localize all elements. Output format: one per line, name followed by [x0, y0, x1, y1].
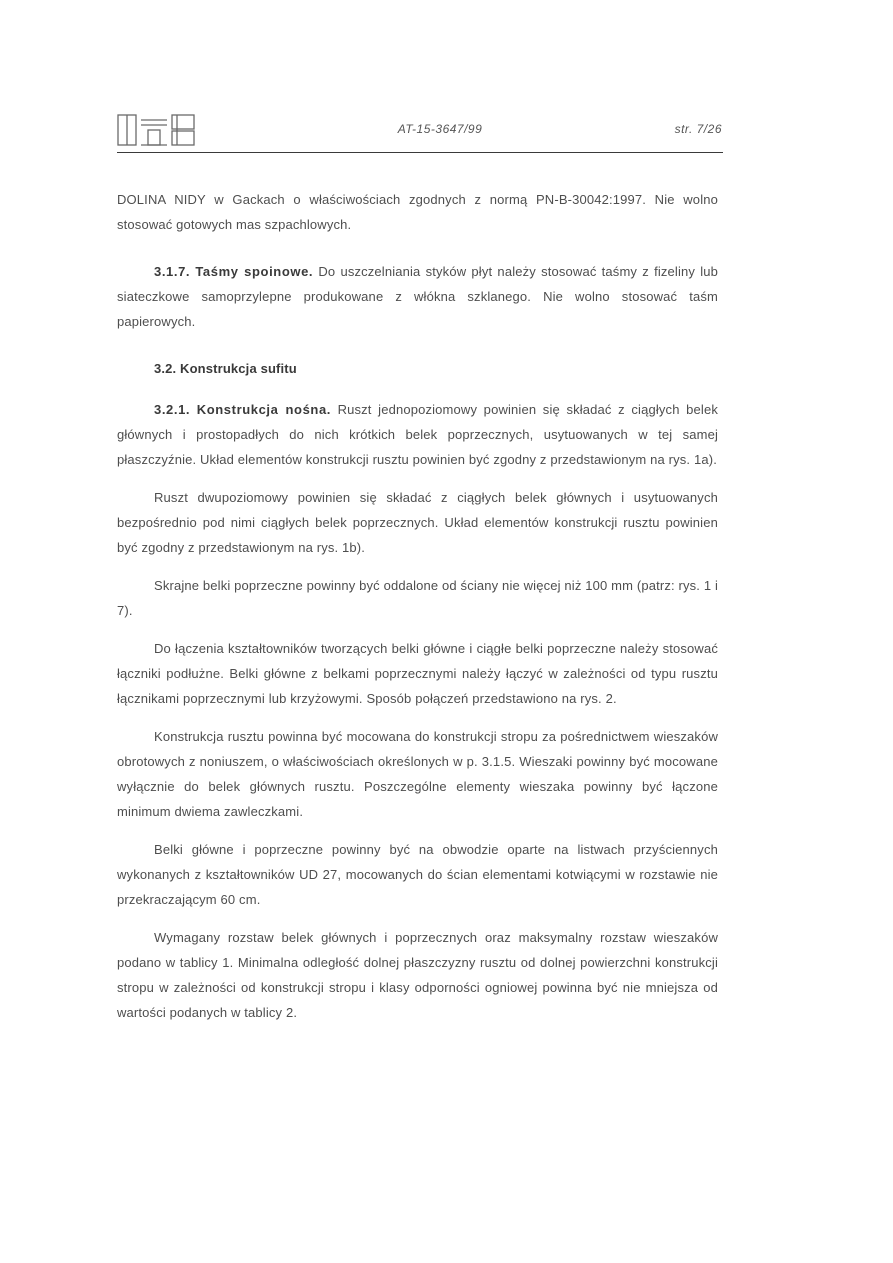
section-3-1-7-text: Do uszczelniania styków płyt należy stosować taśmy z fizeliny lub siateczkowe samoprzylepne produkowane z włókna szklanego. Nie wolno stosować taśm papierowych. [117, 264, 719, 329]
page-number: str. 7/26 [674, 122, 722, 136]
section-3-2-heading: 3.2. Konstrukcja sufitu [154, 361, 297, 376]
section-3-2-1-title: Konstrukcja nośna. [196, 402, 331, 417]
document-number: AT-15-3647/99 [397, 122, 483, 136]
section-3-2-1-number: 3.2.1. [154, 402, 191, 417]
section-3-1-7 [117, 259, 718, 334]
paragraph-two-level-grid: Ruszt dwupoziomowy powinien się składać z ciągłych belek głównych i usytuowanych bezpośrednio pod nimi ciągłych belek poprzecznych. Układ elementów konstrukcji rusztu powinien być zgodny z przedstawionym na rys. 1b). [117, 490, 718, 555]
paragraph-spacing: Wymagany rozstaw belek głównych i poprzecznych oraz maksymalny rozstaw wieszaków podano w tablicy 1. Minimalna odległość dolnej płaszczyzny rusztu od dolnej powierzchni konstrukcji stropu w zależności od konstrukcji stropu i klasy odporności ogniowej powinna być nie mniejsza od wartości podanych w tablicy 2. [117, 930, 718, 1020]
section-3-2-1-text: Ruszt jednopoziomowy powinien się składać z ciągłych belek głównych i prostopadłych do nich krótkich belek poprzecznych, usytuowanych w tej samej płaszczyźnie. Układ elementów konstrukcji rusztu powinien być zgodny z przedstawionym na rys. 1a). [117, 402, 718, 467]
paragraph-hangers: Konstrukcja rusztu powinna być mocowana do konstrukcji stropu za pośrednictwem wieszaków obrotowych z noniuszem, o właściwościach określonych w p. 3.1.5. Wieszaki powinny być mocowane wyłącznie do belek głównych rusztu. Poszczególne elementy wieszaka powinny być łączone minimum dwiema zawleczkami. [117, 729, 718, 819]
document-body [117, 187, 718, 1025]
section-3-2-1 [117, 397, 718, 472]
itb-logo-icon [117, 114, 197, 150]
header-divider [117, 152, 723, 153]
paragraph-continuation: DOLINA NIDY w Gackach o właściwościach zgodnych z normą PN-B-30042:1997. Nie wolno stosować gotowych mas szpachlowych. [117, 192, 718, 232]
paragraph-connectors: Do łączenia kształtowników tworzących belki główne i ciągłe belki poprzeczne należy stosować łączniki podłużne. Belki główne z belkami poprzecznymi należy łączyć w zależności od typu rusztu łącznikami poprzecznymi lub krzyżowymi. Sposób połączeń przedstawiono na rys. 2. [117, 641, 718, 706]
paragraph-edge-beams: Skrajne belki poprzeczne powinny być oddalone od ściany nie więcej niż 100 mm (patrz: rys. 1 i 7). [117, 578, 718, 618]
section-3-1-7-number: 3.1.7. [154, 264, 191, 279]
section-3-1-7-title: Taśmy spoinowe. [195, 264, 314, 279]
paragraph-perimeter: Belki główne i poprzeczne powinny być na obwodzie oparte na listwach przyściennych wykonanych z kształtowników UD 27, mocowanych do ścian elementami kotwiącymi w rozstawie nie przekraczającym 60 cm. [117, 842, 718, 907]
